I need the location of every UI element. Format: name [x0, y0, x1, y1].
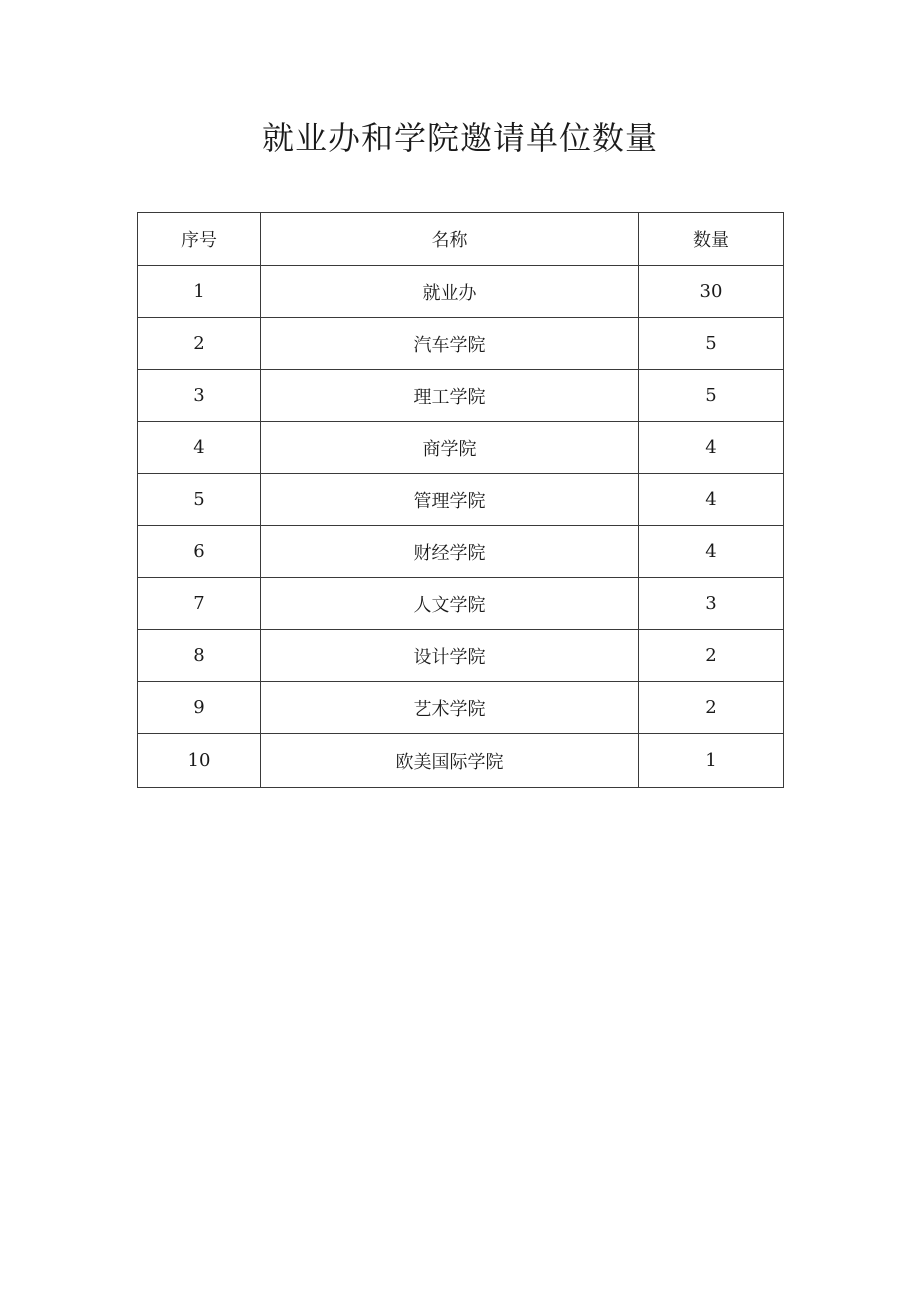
cell-count: 5 — [639, 318, 784, 370]
cell-name: 理工学院 — [261, 370, 639, 422]
table-row — [138, 318, 784, 370]
cell-name: 人文学院 — [261, 578, 639, 630]
table-row — [138, 734, 784, 788]
cell-name: 艺术学院 — [261, 682, 639, 734]
table-row — [138, 474, 784, 526]
cell-count: 4 — [639, 474, 784, 526]
cell-seq: 4 — [138, 422, 261, 474]
cell-count: 2 — [639, 630, 784, 682]
header-seq: 序号 — [138, 213, 261, 266]
cell-seq: 8 — [138, 630, 261, 682]
cell-count: 1 — [639, 734, 784, 788]
cell-count: 4 — [639, 526, 784, 578]
cell-name: 财经学院 — [261, 526, 639, 578]
cell-name: 商学院 — [261, 422, 639, 474]
cell-seq: 7 — [138, 578, 261, 630]
cell-count: 3 — [639, 578, 784, 630]
cell-name: 就业办 — [261, 266, 639, 318]
invitation-count-table — [137, 212, 784, 788]
cell-seq: 3 — [138, 370, 261, 422]
header-count: 数量 — [639, 213, 784, 266]
cell-count: 5 — [639, 370, 784, 422]
cell-seq: 1 — [138, 266, 261, 318]
cell-count: 2 — [639, 682, 784, 734]
table-row — [138, 370, 784, 422]
table-row — [138, 422, 784, 474]
cell-seq: 9 — [138, 682, 261, 734]
cell-name: 汽车学院 — [261, 318, 639, 370]
cell-name: 管理学院 — [261, 474, 639, 526]
table-header-row — [138, 213, 784, 266]
cell-name: 设计学院 — [261, 630, 639, 682]
header-name: 名称 — [261, 213, 639, 266]
cell-seq: 5 — [138, 474, 261, 526]
cell-count: 4 — [639, 422, 784, 474]
table-row — [138, 682, 784, 734]
table-row — [138, 578, 784, 630]
cell-seq: 10 — [138, 734, 261, 788]
table-row — [138, 526, 784, 578]
cell-name: 欧美国际学院 — [261, 734, 639, 788]
table-row — [138, 266, 784, 318]
page-title: 就业办和学院邀请单位数量 — [261, 119, 658, 157]
table-row — [138, 630, 784, 682]
cell-seq: 2 — [138, 318, 261, 370]
cell-count: 30 — [639, 266, 784, 318]
cell-seq: 6 — [138, 526, 261, 578]
